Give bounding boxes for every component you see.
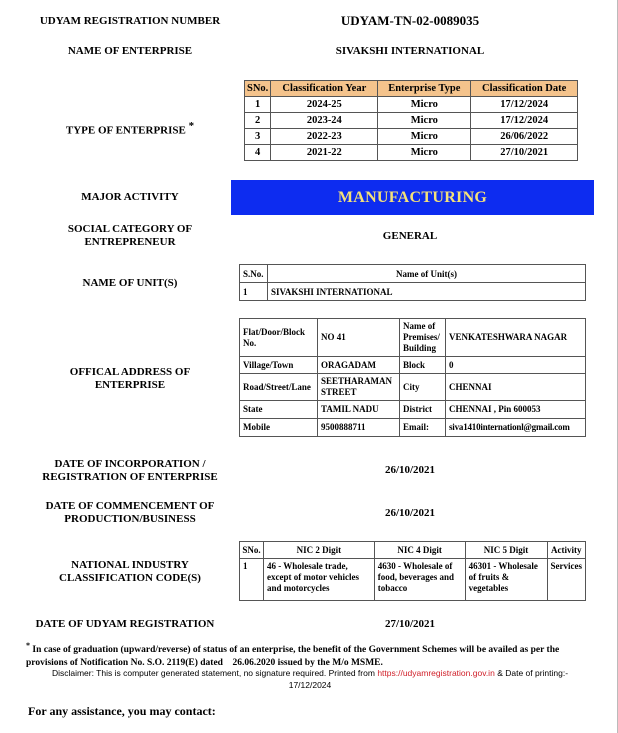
disclaimer-prefix: Disclaimer: This is computer generated statement, no signature required. Printed from <box>51 668 375 678</box>
graduation-note-marker: * <box>26 641 30 650</box>
address-table <box>239 318 586 437</box>
enterprise-type-label-text: TYPE OF ENTERPRISE <box>65 124 186 137</box>
graduation-note <box>26 639 596 670</box>
address-flat-label: Flat/Door/Block No. <box>240 319 318 357</box>
classification-type: Micro <box>378 129 471 145</box>
nic-sno: 1 <box>240 559 264 601</box>
commencement-value: 26/10/2021 <box>384 507 436 519</box>
nic-header-4digit: NIC 4 Digit <box>374 542 465 559</box>
classification-header-year: Classification Year <box>271 81 378 97</box>
address-flat-value: NO 41 <box>318 319 400 357</box>
udyam-portal-link[interactable]: https://udyamregistration.gov.in <box>377 668 495 678</box>
incorporation-label: DATE OF INCORPORATION / REGISTRATION OF ENTERPRISE <box>42 458 218 483</box>
nic-header-activity: Activity <box>547 542 586 559</box>
nic-row <box>240 559 586 601</box>
address-label: OFFICAL ADDRESS OF ENTERPRISE <box>69 366 191 391</box>
nic-header-sno: SNo. <box>240 542 264 559</box>
address-village-value: ORAGADAM <box>318 357 400 374</box>
graduation-note-text: In case of graduation (upward/reverse) of status of an enterprise, the benefit of the Government Schemes will be availed as per the provisions of Notification No. S.O. 2119(E) dated 26.06.2020 issued by the M/o MSME. <box>26 645 562 669</box>
classification-sno: 1 <box>245 97 271 113</box>
assistance-heading: For any assistance, you may contact: <box>28 704 216 718</box>
units-header-name: Name of Unit(s) <box>268 265 586 283</box>
disclaimer <box>30 667 590 691</box>
classification-row <box>245 113 578 129</box>
address-mobile-value: 9500888711 <box>318 419 400 437</box>
social-category-label: SOCIAL CATEGORY OF ENTREPRENEUR <box>67 223 193 248</box>
address-premises-value: VENKATESHWARA NAGAR <box>446 319 586 357</box>
units-table <box>239 264 586 301</box>
classification-date: 17/12/2024 <box>471 113 578 129</box>
address-premises-label: Name of Premises/ Building <box>400 319 446 357</box>
nic-header-2digit: NIC 2 Digit <box>263 542 374 559</box>
classification-row <box>245 129 578 145</box>
classification-date: 26/06/2022 <box>471 129 578 145</box>
disclaimer-suffix: & Date of printing:- <box>497 668 569 678</box>
classification-year: 2024-25 <box>271 97 378 113</box>
nic-header-5digit: NIC 5 Digit <box>465 542 547 559</box>
address-email-value: siva1410internationl@gmail.com <box>446 419 586 437</box>
classification-sno: 4 <box>245 145 271 161</box>
incorporation-value: 26/10/2021 <box>384 464 436 476</box>
classification-header-date: Classification Date <box>471 81 578 97</box>
registration-number-value: UDYAM-TN-02-0089035 <box>340 13 480 28</box>
address-state-label: State <box>240 401 318 419</box>
enterprise-type-label <box>30 120 230 138</box>
classification-date: 17/12/2024 <box>471 97 578 113</box>
print-date: 17/12/2024 <box>288 680 332 690</box>
units-sno: 1 <box>240 283 268 301</box>
address-road-value: SEETHARAMAN STREET <box>318 374 400 401</box>
address-city-value: CHENNAI <box>446 374 586 401</box>
address-block-value: 0 <box>446 357 586 374</box>
nic-5digit: 46301 - Wholesale of fruits & vegetables <box>465 559 547 601</box>
address-mobile-label: Mobile <box>240 419 318 437</box>
units-name: SIVAKSHI INTERNATIONAL <box>268 283 586 301</box>
nic-2digit: 46 - Wholesale trade, except of motor vehicles and motorcycles <box>263 559 374 601</box>
udyam-date-value: 27/10/2021 <box>384 618 436 630</box>
units-header-sno: S.No. <box>240 265 268 283</box>
major-activity-label: MAJOR ACTIVITY <box>81 191 179 203</box>
classification-date: 27/10/2021 <box>471 145 578 161</box>
address-district-label: District <box>400 401 446 419</box>
classification-row <box>245 145 578 161</box>
enterprise-name-label: NAME OF ENTERPRISE <box>67 45 193 57</box>
classification-row <box>245 97 578 113</box>
classification-year: 2023-24 <box>271 113 378 129</box>
classification-sno: 3 <box>245 129 271 145</box>
nic-label: NATIONAL INDUSTRY CLASSIFICATION CODE(S) <box>59 559 201 584</box>
social-category-value: GENERAL <box>382 230 438 242</box>
address-road-label: Road/Street/Lane <box>240 374 318 401</box>
nic-4digit: 4630 - Wholesale of food, beverages and tobacco <box>374 559 465 601</box>
classification-type: Micro <box>378 145 471 161</box>
classification-year: 2021-22 <box>271 145 378 161</box>
nic-activity: Services <box>547 559 586 601</box>
address-city-label: City <box>400 374 446 401</box>
classification-header-type: Enterprise Type <box>378 81 471 97</box>
units-row <box>240 283 586 301</box>
classification-sno: 2 <box>245 113 271 129</box>
enterprise-name-value: SIVAKSHI INTERNATIONAL <box>335 45 485 57</box>
registration-number-label: UDYAM REGISTRATION NUMBER <box>39 15 221 27</box>
address-block-label: Block <box>400 357 446 374</box>
classification-year: 2022-23 <box>271 129 378 145</box>
address-state-value: TAMIL NADU <box>318 401 400 419</box>
nic-table <box>239 541 586 601</box>
udyam-date-label: DATE OF UDYAM REGISTRATION <box>35 618 215 630</box>
address-email-label: Email: <box>400 419 446 437</box>
classification-table <box>244 80 578 161</box>
classification-header-sno: SNo. <box>245 81 271 97</box>
major-activity-value: MANUFACTURING <box>231 180 594 215</box>
address-village-label: Village/Town <box>240 357 318 374</box>
units-label: NAME OF UNIT(S) <box>82 277 178 289</box>
classification-type: Micro <box>378 97 471 113</box>
commencement-label: DATE OF COMMENCEMENT OF PRODUCTION/BUSINESS <box>45 500 215 525</box>
enterprise-type-marker: * <box>188 120 195 132</box>
classification-type: Micro <box>378 113 471 129</box>
address-district-value: CHENNAI , Pin 600053 <box>446 401 586 419</box>
